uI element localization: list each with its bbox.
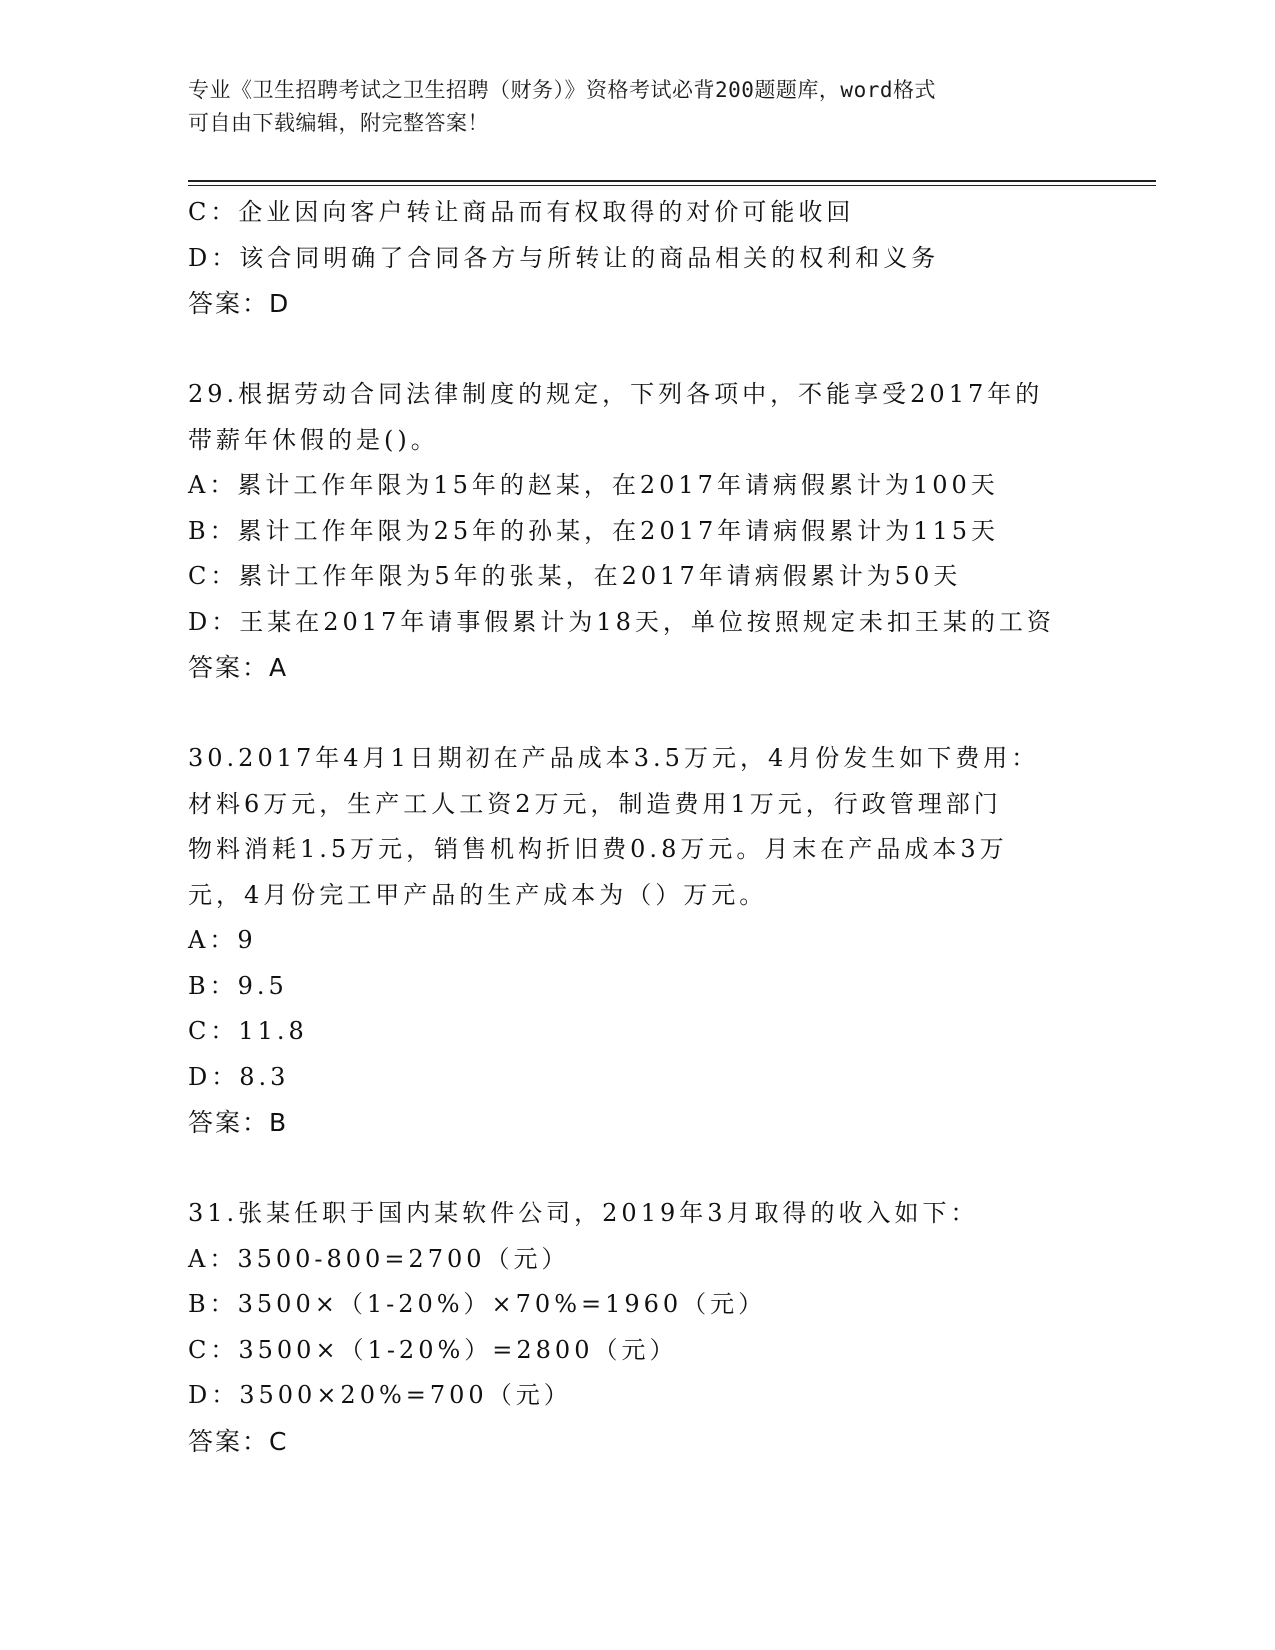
answer-option: B：3500×（1-20%）×70%=1960（元） (188, 1290, 767, 1318)
answer-option: A：累计工作年限为15年的赵某，在2017年请病假累计为100天 (188, 471, 999, 499)
question-stem-line: 物料消耗1.5万元，销售机构折旧费0.8万元。月末在产品成本3万 (188, 835, 1008, 863)
answer-key: 答案：C (188, 1426, 289, 1456)
answer-option: B：9.5 (188, 971, 288, 1000)
answer-option: C：11.8 (188, 1017, 308, 1045)
answer-option: D：王某在2017年请事假累计为18天，单位按照规定未扣王某的工资 (188, 607, 1055, 636)
question-block (188, 190, 1088, 327)
question-block (188, 1191, 1088, 1464)
answer-option: A：9 (188, 926, 257, 954)
answer-option: A：3500-800=2700（元） (188, 1244, 570, 1273)
question-spacer (188, 1146, 1088, 1192)
question-spacer (188, 691, 1088, 737)
answer-option: D：8.3 (188, 1062, 290, 1091)
header-divider-thick (188, 180, 1156, 182)
header-divider-thin (188, 185, 1156, 186)
answer-key: 答案：D (188, 289, 291, 318)
question-stem-line: 元，4月份完工甲产品的生产成本为（）万元。 (188, 880, 768, 909)
question-stem-line: 材料6万元，生产工人工资2万元，制造费用1万元，行政管理部门 (188, 789, 1002, 818)
question-block (188, 736, 1088, 1146)
question-block (188, 372, 1088, 691)
question-stem-line: 30.2017年4月1日期初在产品成本3.5万元，4月份发生如下费用： (188, 744, 1040, 772)
answer-option: C：企业因向客户转让商品而有权取得的对价可能收回 (188, 198, 855, 226)
question-stem-line: 31.张某任职于国内某软件公司，2019年3月取得的收入如下： (188, 1199, 979, 1227)
question-stem-line: 带薪年休假的是()。 (188, 425, 439, 454)
document-header (188, 74, 1068, 140)
answer-option: D：3500×20%=700（元） (188, 1381, 572, 1409)
answer-option: C：3500×（1-20%）=2800（元） (188, 1335, 678, 1364)
answer-option: D：该合同明确了合同各方与所转让的商品相关的权利和义务 (188, 243, 940, 272)
answer-key: 答案：B (188, 1108, 289, 1137)
answer-option: B：累计工作年限为25年的孙某，在2017年请病假累计为115天 (188, 516, 1000, 545)
question-list (188, 190, 1088, 1464)
answer-option: C：累计工作年限为5年的张某，在2017年请病假累计为50天 (188, 562, 962, 590)
answer-key: 答案：A (188, 653, 289, 682)
question-spacer (188, 327, 1088, 373)
question-stem-line: 29.根据劳动合同法律制度的规定，下列各项中，不能享受2017年的 (188, 380, 1044, 408)
header-line-2: 可自由下载编辑，附完整答案！ (188, 111, 489, 135)
header-line-1: 专业《卫生招聘考试之卫生招聘（财务）》资格考试必背200题题库，word格式 (188, 78, 936, 102)
